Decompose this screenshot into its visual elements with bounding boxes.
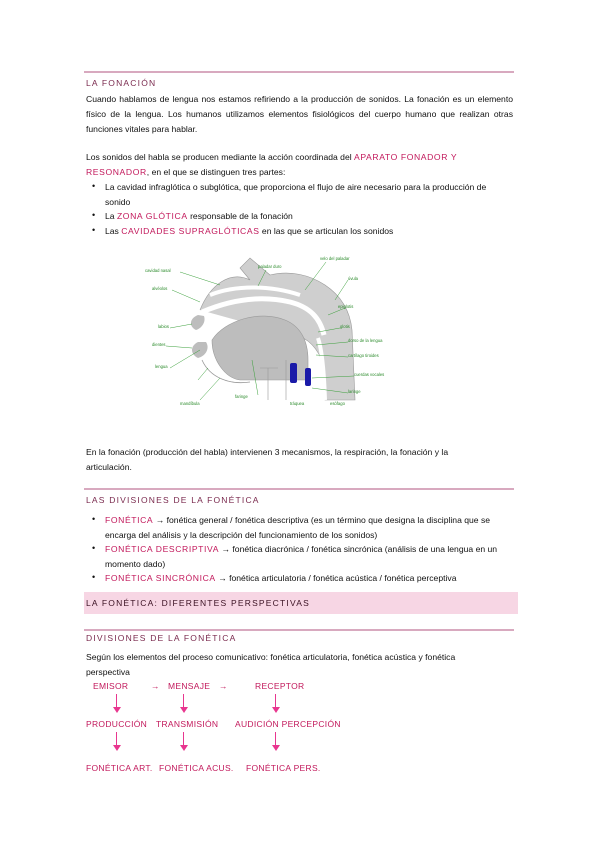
item-fonetica	[105, 513, 513, 542]
bullet-glotica-highlight: ZONA GLÓTICA	[116, 211, 188, 221]
diagram-label: velo del paladar	[320, 256, 350, 261]
flow-down-arrow	[180, 732, 188, 752]
flow-arrow-1: →	[151, 681, 160, 691]
section-title-fonacion: LA FONACIÓN	[86, 78, 157, 88]
lips-upper	[191, 315, 205, 330]
flow-down-arrow	[113, 732, 121, 752]
item-fonetica-text: fonética general / fonética descriptiva (es un término que designa la disciplina que se	[164, 515, 491, 525]
arrow-right-icon: →	[221, 544, 231, 554]
item-descriptiva	[105, 542, 513, 571]
diagram-label: alvéolos	[152, 286, 168, 291]
mechanisms-line2: articulación.	[86, 462, 132, 472]
diagram-label: dientes	[152, 342, 166, 347]
vocal-cords	[290, 363, 297, 383]
bullet-dot: •	[92, 543, 96, 553]
flow-arrow-2: →	[219, 681, 228, 691]
item-fonetica-text2: encarga del análisis y la descripción del funcionamiento de los sonidos)	[105, 529, 378, 540]
apparatus-paragraph	[86, 150, 513, 180]
diagram-label: epiglotis	[338, 304, 354, 309]
apparatus-highlight-2: RESONADOR	[86, 167, 147, 177]
item-fonetica-term: FONÉTICA	[105, 515, 154, 525]
flow-audicion: AUDICIÓN PERCEPCIÓN	[235, 719, 341, 729]
bullet-supraglotica-pre: Las	[105, 226, 119, 236]
diagram-label: glotis	[340, 324, 350, 329]
diagram-label: labios	[158, 324, 169, 329]
diagram-label: tráquea	[290, 401, 305, 406]
mechanisms-paragraph	[86, 445, 513, 475]
flow-transmision: TRANSMISIÓN	[156, 719, 219, 729]
apparatus-text-a: Los sonidos del habla se producen mediante la acción coordinada del	[86, 152, 352, 162]
flow-fonetica-art: FONÉTICA ART.	[86, 763, 153, 773]
diagram-label: dorso de la lengua	[348, 338, 383, 343]
section-rule	[84, 629, 514, 631]
item-descriptiva-term: FONÉTICA DESCRIPTIVA	[105, 544, 220, 554]
vocal-tract-diagram	[140, 250, 390, 410]
bullet-dot: •	[92, 210, 96, 220]
vocal-cords	[305, 368, 311, 386]
diagram-label: faringe	[235, 394, 248, 399]
bullet-dot: •	[92, 181, 96, 191]
item-descriptiva-text2: momento dado)	[105, 558, 166, 569]
mechanisms-line1: En la fonación (producción del habla) intervienen 3 mecanismos, la respiración, la fonación y la	[86, 447, 449, 457]
bullet-dot: •	[92, 514, 96, 524]
bullet-infraglotica-text2: sonido	[105, 196, 131, 207]
diagram-label: esófago	[330, 401, 345, 406]
item-descriptiva-text: fonética diacrónica / fonética sincrónica (análisis de una lengua en un	[230, 544, 498, 554]
flow-receptor: RECEPTOR	[255, 681, 305, 691]
band-title: LA FONÉTICA: DIFERENTES PERSPECTIVAS	[86, 598, 310, 608]
item-sincronica-text: fonética articulatoria / fonética acústica / fonética perceptiva	[226, 573, 457, 583]
section-title-divisiones-fonetica: DIVISIONES DE LA FONÉTICA	[86, 633, 237, 643]
flow-produccion: PRODUCCIÓN	[86, 719, 148, 729]
diagram-label: laringe	[348, 389, 361, 394]
diagram-label: cavidad nasal	[145, 268, 171, 273]
bullet-supraglotica-post: en las que se articulan los sonidos	[261, 226, 394, 236]
bullet-dot: •	[92, 572, 96, 582]
section-rule-top	[84, 71, 514, 73]
diagram-label: mandíbula	[180, 401, 200, 406]
bullet-infraglotica-text: La cavidad infraglótica o subglótica, que proporciona el flujo de aire necesario para la producción de	[105, 182, 487, 192]
flow-emisor: EMISOR	[93, 681, 129, 691]
bullet-glotica-post: responsable de la fonación	[190, 211, 293, 221]
diagram-label: paladar duro	[258, 264, 282, 269]
item-sincronica	[105, 571, 513, 586]
arrow-right-icon: →	[218, 573, 227, 583]
communicative-line1: Según los elementos del proceso comunicativo: fonética articulatoria, fonética acústica y fonética	[86, 652, 456, 662]
intro-paragraph: Cuando hablamos de lengua nos estamos refiriendo a la producción de sonidos. La fonación es un elemento físico de la lengua. Los humanos utilizamos elementos fisiológicos del cuerpo humano que realizan otras funciones vitales para hablar.	[86, 94, 513, 134]
bullet-supraglotica	[105, 224, 513, 239]
section-rule	[84, 488, 514, 490]
item-sincronica-term: FONÉTICA SINCRÓNICA	[105, 573, 216, 583]
bullet-glotica-pre: La	[105, 211, 115, 221]
bullet-dot: •	[92, 225, 96, 235]
flow-mensaje: MENSAJE	[168, 681, 211, 691]
flow-down-arrow	[113, 694, 121, 714]
communicative-paragraph	[86, 650, 513, 680]
flow-down-arrow	[272, 732, 280, 752]
diagram-label: cartílago tiroides	[348, 353, 379, 358]
diagram-label: lengua	[155, 364, 168, 369]
arrow-right-icon: →	[155, 515, 165, 525]
flow-down-arrow	[272, 694, 280, 714]
diagram-label: cuerdas vocales	[354, 372, 385, 377]
section-title-divisiones: LAS DIVISIONES DE LA FONÉTICA	[86, 495, 260, 505]
diagram-label: úvula	[348, 276, 359, 281]
communicative-line2: perspectiva	[86, 667, 130, 677]
bullet-glotica	[105, 209, 513, 224]
flow-fonetica-pers: FONÉTICA PERS.	[246, 763, 321, 773]
apparatus-text-b: , en el que se distinguen tres partes:	[146, 167, 286, 177]
bullet-infraglotica	[105, 180, 513, 209]
flow-fonetica-acus: FONÉTICA ACUS.	[159, 763, 234, 773]
apparatus-highlight-1: APARATO FONADOR Y	[354, 152, 458, 162]
flow-down-arrow	[180, 694, 188, 714]
bullet-supraglotica-highlight: CAVIDADES SUPRAGLÓTICAS	[121, 226, 260, 236]
